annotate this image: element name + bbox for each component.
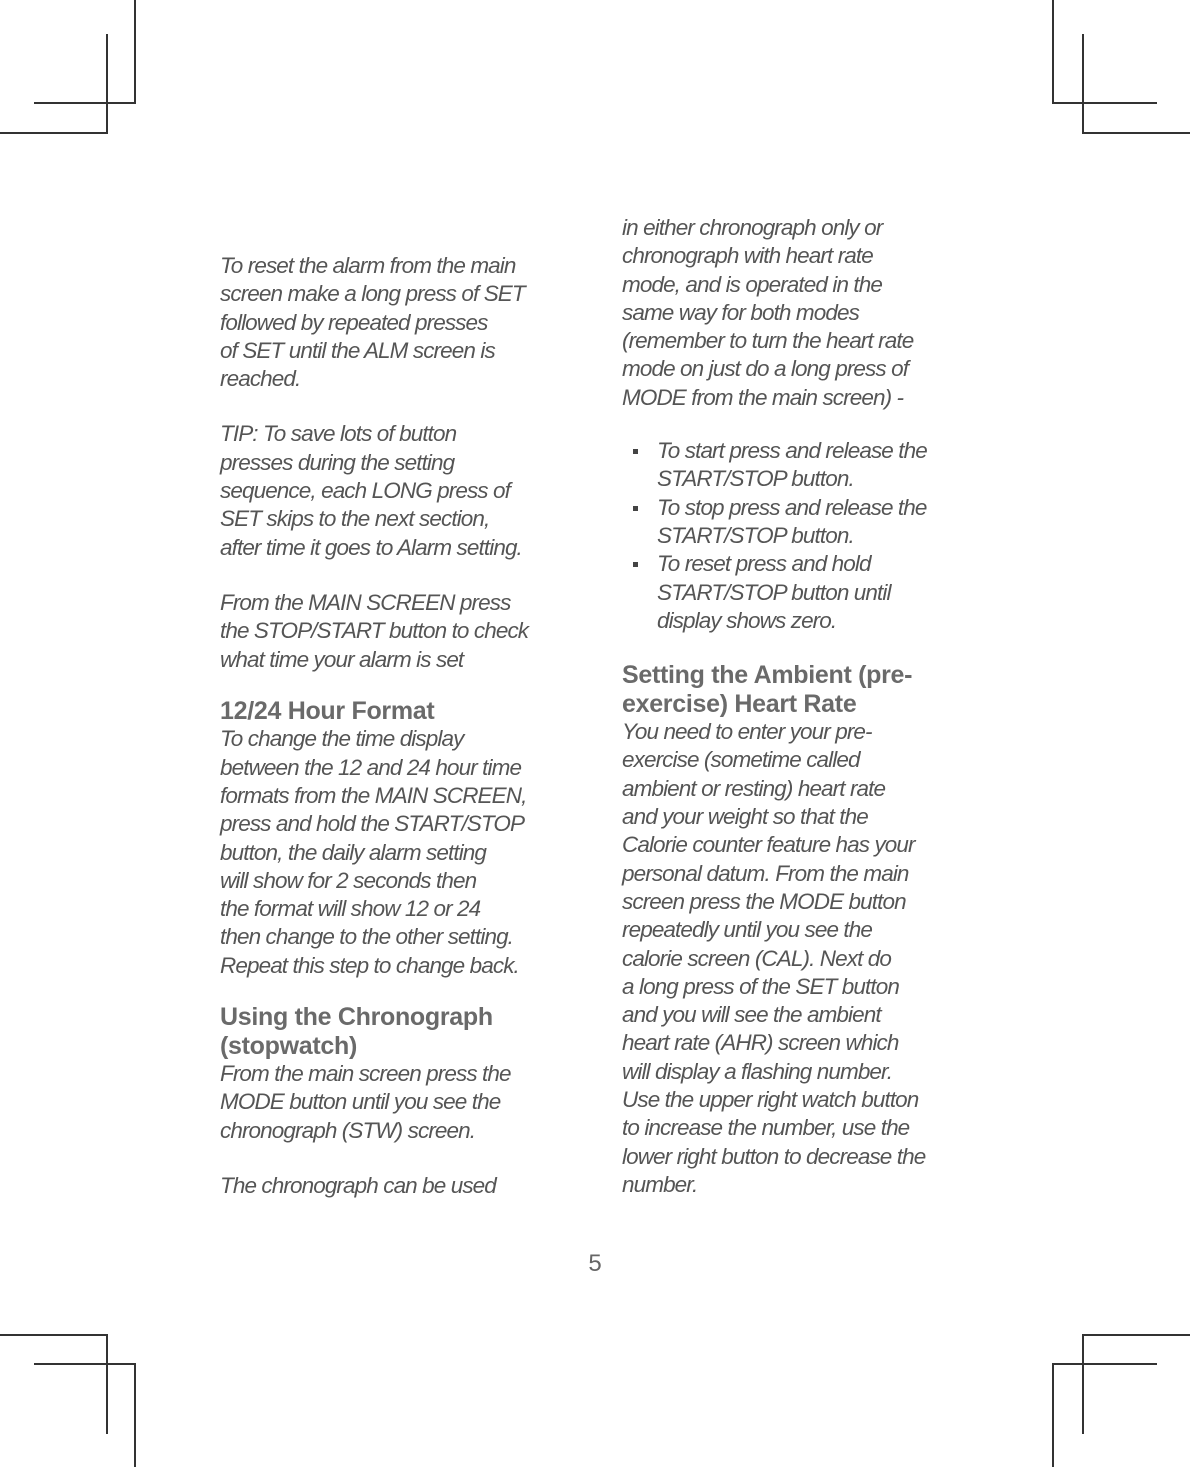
crop-mark xyxy=(0,132,108,134)
crop-mark xyxy=(34,1363,136,1365)
crop-mark xyxy=(106,34,108,134)
crop-mark xyxy=(134,1363,136,1467)
paragraph-tip: TIP: To save lots of button presses during the setting sequence, each LONG press of SET skips to the next section, after time it goes to Alarm setting. xyxy=(220,421,522,560)
crop-mark xyxy=(1052,102,1157,104)
page-number: 5 xyxy=(588,1250,602,1277)
crop-mark xyxy=(1052,1363,1054,1467)
paragraph-chronograph-continued: in either chronograph only or chronograph with heart rate mode, and is operated in the same way for both modes (remember to turn the heart rate mode on just do a long press of MODE from the main screen) - xyxy=(622,215,914,410)
paragraph-format: To change the time display between the 12 and 24 hour time formats from the MAIN SCREEN, press and hold the START/STOP button, the daily alarm setting will show for 2 seconds then the format will show 12 or 24 then change to the other setting. Repeat this step to change back. xyxy=(220,726,527,978)
crop-mark xyxy=(0,1334,108,1336)
crop-mark xyxy=(1082,1334,1084,1434)
list-item: To stop press and release the START/STOP button. xyxy=(622,494,982,551)
crop-mark xyxy=(1082,1334,1190,1336)
left-column xyxy=(220,252,580,1200)
crop-mark xyxy=(1082,132,1190,134)
list-item: To reset press and hold START/STOP button until display shows zero. xyxy=(622,550,982,635)
crop-mark xyxy=(106,1334,108,1434)
crop-mark xyxy=(134,0,136,104)
heading-12-24-format: 12/24 Hour Format xyxy=(220,696,435,725)
crop-mark xyxy=(1052,0,1054,104)
paragraph-chronograph-used: The chronograph can be used xyxy=(220,1172,496,1198)
paragraph-ambient: You need to enter your pre- exercise (sometime called ambient or resting) heart rate and your weight so that the Calorie counter feature has your personal datum. From the main screen press the MODE button repeatedly until you see the calorie screen (CAL). Next do a long press of the SET button and you will see the ambient heart rate (AHR) screen which will display a flashing number. Use the upper right watch button to increase the number, use the lower right button to decrease the number. xyxy=(622,719,926,1197)
heading-ambient-heart-rate: Setting the Ambient (pre- exercise) Heart Rate xyxy=(622,661,913,718)
paragraph-chronograph: From the main screen press the MODE button until you see the chronograph (STW) screen. xyxy=(220,1061,511,1143)
crop-mark xyxy=(34,102,136,104)
right-column xyxy=(622,214,982,1199)
paragraph-check-alarm: From the MAIN SCREEN press the STOP/START button to check what time your alarm is set xyxy=(220,589,529,672)
list-item: To start press and release the START/STOP button. xyxy=(622,437,982,494)
bullet-list xyxy=(622,437,982,635)
heading-chronograph: Using the Chronograph (stopwatch) xyxy=(220,1003,493,1060)
crop-mark xyxy=(1082,34,1084,134)
paragraph-reset-alarm: To reset the alarm from the main screen make a long press of SET followed by repeated presses of SET until the ALM screen is reached. xyxy=(220,253,525,392)
crop-mark xyxy=(1052,1363,1157,1365)
